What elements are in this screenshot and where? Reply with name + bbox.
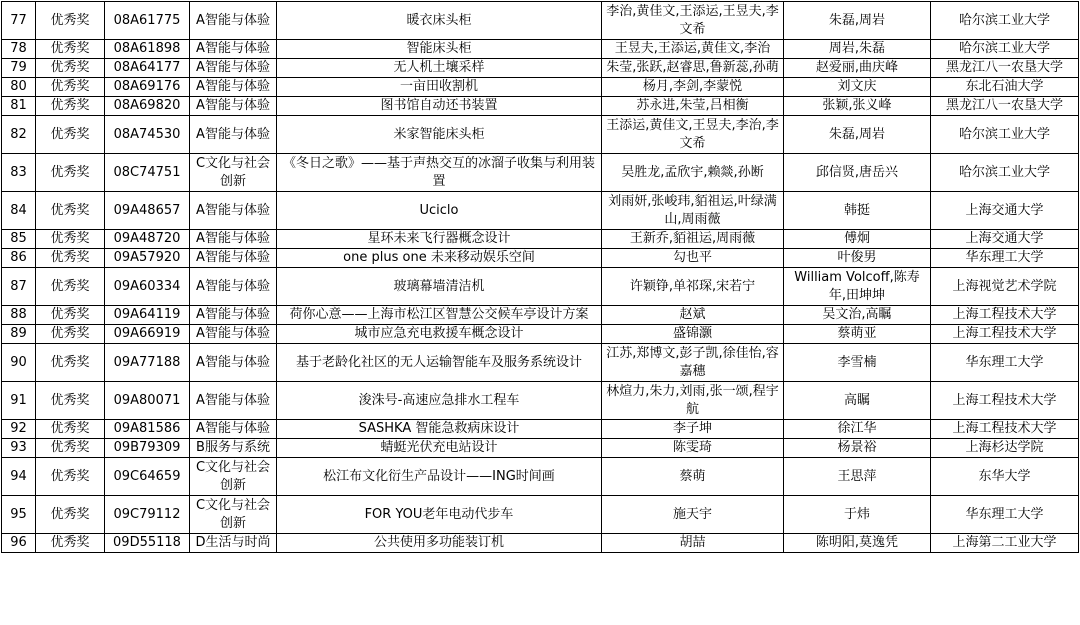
category-cell: C文化与社会创新 <box>190 496 277 534</box>
authors-cell: 王添运,黄佳文,王昱夫,李治,李文希 <box>602 116 784 154</box>
advisors-cell: 王思萍 <box>784 458 931 496</box>
school-cell: 华东理工大学 <box>931 344 1079 382</box>
row-number: 96 <box>2 534 36 553</box>
advisors-cell: 赵爱丽,曲庆峰 <box>784 59 931 78</box>
category-cell: A智能与体验 <box>190 344 277 382</box>
row-number: 77 <box>2 2 36 40</box>
table-row <box>2 439 1079 458</box>
entry-code: 08A61898 <box>105 40 190 59</box>
table-row <box>2 97 1079 116</box>
award-cell: 优秀奖 <box>36 249 105 268</box>
school-cell: 哈尔滨工业大学 <box>931 116 1079 154</box>
row-number: 83 <box>2 154 36 192</box>
authors-cell: 刘雨妍,张峻玮,貊祖运,叶绿满山,周雨薇 <box>602 192 784 230</box>
award-cell: 优秀奖 <box>36 420 105 439</box>
category-cell: A智能与体验 <box>190 192 277 230</box>
entry-code: 08A74530 <box>105 116 190 154</box>
work-title: 荷你心意——上海市松江区智慧公交候车亭设计方案 <box>277 306 602 325</box>
table-row <box>2 420 1079 439</box>
work-title: one plus one 未来移动娱乐空间 <box>277 249 602 268</box>
award-cell: 优秀奖 <box>36 78 105 97</box>
row-number: 92 <box>2 420 36 439</box>
category-cell: A智能与体验 <box>190 420 277 439</box>
row-number: 94 <box>2 458 36 496</box>
authors-cell: 蔡萌 <box>602 458 784 496</box>
advisors-cell: 高瞩 <box>784 382 931 420</box>
award-cell: 优秀奖 <box>36 439 105 458</box>
school-cell: 东北石油大学 <box>931 78 1079 97</box>
work-title: 玻璃幕墙清洁机 <box>277 268 602 306</box>
advisors-cell: 周岩,朱磊 <box>784 40 931 59</box>
award-cell: 优秀奖 <box>36 306 105 325</box>
work-title: 松江布文化衍生产品设计——ING时间画 <box>277 458 602 496</box>
table-row <box>2 59 1079 78</box>
entry-code: 09A48720 <box>105 230 190 249</box>
entry-code: 09D55118 <box>105 534 190 553</box>
category-cell: A智能与体验 <box>190 40 277 59</box>
table-row <box>2 344 1079 382</box>
authors-cell: 赵斌 <box>602 306 784 325</box>
advisors-cell: 朱磊,周岩 <box>784 2 931 40</box>
award-cell: 优秀奖 <box>36 40 105 59</box>
school-cell: 上海工程技术大学 <box>931 420 1079 439</box>
award-cell: 优秀奖 <box>36 458 105 496</box>
entry-code: 08A69176 <box>105 78 190 97</box>
table-row <box>2 2 1079 40</box>
school-cell: 上海工程技术大学 <box>931 306 1079 325</box>
school-cell: 哈尔滨工业大学 <box>931 2 1079 40</box>
row-number: 88 <box>2 306 36 325</box>
work-title: 暖衣床头柜 <box>277 2 602 40</box>
advisors-cell: William Volcoff,陈寿年,田坤坤 <box>784 268 931 306</box>
table-row <box>2 230 1079 249</box>
category-cell: D生活与时尚 <box>190 534 277 553</box>
row-number: 90 <box>2 344 36 382</box>
school-cell: 黑龙江八一农垦大学 <box>931 97 1079 116</box>
authors-cell: 勾也平 <box>602 249 784 268</box>
category-cell: A智能与体验 <box>190 59 277 78</box>
entry-code: 09A64119 <box>105 306 190 325</box>
work-title: 图书馆自动还书装置 <box>277 97 602 116</box>
award-cell: 优秀奖 <box>36 116 105 154</box>
work-title: 蜻蜓光伏充电站设计 <box>277 439 602 458</box>
advisors-cell: 傅炯 <box>784 230 931 249</box>
row-number: 85 <box>2 230 36 249</box>
category-cell: A智能与体验 <box>190 230 277 249</box>
table-row <box>2 382 1079 420</box>
table-row <box>2 249 1079 268</box>
advisors-cell: 陈明阳,莫逸凭 <box>784 534 931 553</box>
school-cell: 哈尔滨工业大学 <box>931 154 1079 192</box>
school-cell: 上海杉达学院 <box>931 439 1079 458</box>
entry-code: 09C64659 <box>105 458 190 496</box>
work-title: 米家智能床头柜 <box>277 116 602 154</box>
entry-code: 08A64177 <box>105 59 190 78</box>
authors-cell: 施天宇 <box>602 496 784 534</box>
category-cell: A智能与体验 <box>190 268 277 306</box>
entry-code: 09A66919 <box>105 325 190 344</box>
work-title: 浚洙号-高速应急排水工程车 <box>277 382 602 420</box>
table-row <box>2 116 1079 154</box>
row-number: 84 <box>2 192 36 230</box>
school-cell: 上海交通大学 <box>931 230 1079 249</box>
authors-cell: 陈雯琦 <box>602 439 784 458</box>
row-number: 93 <box>2 439 36 458</box>
school-cell: 黑龙江八一农垦大学 <box>931 59 1079 78</box>
row-number: 80 <box>2 78 36 97</box>
award-cell: 优秀奖 <box>36 230 105 249</box>
award-cell: 优秀奖 <box>36 59 105 78</box>
row-number: 91 <box>2 382 36 420</box>
entry-code: 08A69820 <box>105 97 190 116</box>
advisors-cell: 刘文庆 <box>784 78 931 97</box>
row-number: 86 <box>2 249 36 268</box>
entry-code: 09B79309 <box>105 439 190 458</box>
school-cell: 东华大学 <box>931 458 1079 496</box>
advisors-cell: 于炜 <box>784 496 931 534</box>
table-row <box>2 325 1079 344</box>
advisors-cell: 张颖,张义峰 <box>784 97 931 116</box>
school-cell: 哈尔滨工业大学 <box>931 40 1079 59</box>
advisors-cell: 朱磊,周岩 <box>784 116 931 154</box>
authors-cell: 许颖铮,单祁琛,宋若宁 <box>602 268 784 306</box>
advisors-cell: 邱信贤,唐岳兴 <box>784 154 931 192</box>
category-cell: A智能与体验 <box>190 116 277 154</box>
row-number: 79 <box>2 59 36 78</box>
award-cell: 优秀奖 <box>36 192 105 230</box>
row-number: 78 <box>2 40 36 59</box>
school-cell: 上海第二工业大学 <box>931 534 1079 553</box>
row-number: 82 <box>2 116 36 154</box>
award-table <box>1 1 1079 553</box>
authors-cell: 吴胜龙,孟欣宇,赖燚,孙断 <box>602 154 784 192</box>
award-cell: 优秀奖 <box>36 2 105 40</box>
school-cell: 上海工程技术大学 <box>931 325 1079 344</box>
entry-code: 09A57920 <box>105 249 190 268</box>
authors-cell: 王昱夫,王添运,黄佳文,李治 <box>602 40 784 59</box>
row-number: 95 <box>2 496 36 534</box>
school-cell: 上海视觉艺术学院 <box>931 268 1079 306</box>
table-row <box>2 458 1079 496</box>
work-title: 基于老龄化社区的无人运输智能车及服务系统设计 <box>277 344 602 382</box>
award-cell: 优秀奖 <box>36 268 105 306</box>
category-cell: A智能与体验 <box>190 2 277 40</box>
category-cell: A智能与体验 <box>190 325 277 344</box>
authors-cell: 朱莹,张跃,赵睿思,鲁新蕊,孙萌 <box>602 59 784 78</box>
entry-code: 09A81586 <box>105 420 190 439</box>
advisors-cell: 叶俊男 <box>784 249 931 268</box>
school-cell: 上海交通大学 <box>931 192 1079 230</box>
work-title: 星环未来飞行器概念设计 <box>277 230 602 249</box>
award-cell: 优秀奖 <box>36 534 105 553</box>
award-cell: 优秀奖 <box>36 97 105 116</box>
work-title: SASHKA 智能急救病床设计 <box>277 420 602 439</box>
entry-code: 09A77188 <box>105 344 190 382</box>
school-cell: 华东理工大学 <box>931 249 1079 268</box>
authors-cell: 苏永进,朱莹,吕相衡 <box>602 97 784 116</box>
work-title: 城市应急充电救援车概念设计 <box>277 325 602 344</box>
award-cell: 优秀奖 <box>36 496 105 534</box>
table-row <box>2 306 1079 325</box>
category-cell: A智能与体验 <box>190 97 277 116</box>
table-row <box>2 192 1079 230</box>
work-title: FOR YOU老年电动代步车 <box>277 496 602 534</box>
authors-cell: 杨月,李剑,李蒙悦 <box>602 78 784 97</box>
entry-code: 09A48657 <box>105 192 190 230</box>
work-title: 无人机土壤采样 <box>277 59 602 78</box>
table-row <box>2 40 1079 59</box>
category-cell: A智能与体验 <box>190 249 277 268</box>
table-row <box>2 154 1079 192</box>
authors-cell: 胡喆 <box>602 534 784 553</box>
table-row <box>2 268 1079 306</box>
advisors-cell: 韩挺 <box>784 192 931 230</box>
authors-cell: 盛锦灏 <box>602 325 784 344</box>
work-title: 智能床头柜 <box>277 40 602 59</box>
school-cell: 上海工程技术大学 <box>931 382 1079 420</box>
table-row <box>2 78 1079 97</box>
row-number: 89 <box>2 325 36 344</box>
authors-cell: 李子坤 <box>602 420 784 439</box>
award-cell: 优秀奖 <box>36 154 105 192</box>
entry-code: 08C74751 <box>105 154 190 192</box>
school-cell: 华东理工大学 <box>931 496 1079 534</box>
row-number: 81 <box>2 97 36 116</box>
authors-cell: 林煊力,朱力,刘雨,张一颂,程宇航 <box>602 382 784 420</box>
category-cell: C文化与社会创新 <box>190 458 277 496</box>
row-number: 87 <box>2 268 36 306</box>
authors-cell: 李治,黄佳文,王添运,王昱夫,李文希 <box>602 2 784 40</box>
category-cell: C文化与社会创新 <box>190 154 277 192</box>
work-title: 公共使用多功能装订机 <box>277 534 602 553</box>
category-cell: A智能与体验 <box>190 382 277 420</box>
category-cell: B服务与系统 <box>190 439 277 458</box>
award-cell: 优秀奖 <box>36 382 105 420</box>
category-cell: A智能与体验 <box>190 306 277 325</box>
entry-code: 09C79112 <box>105 496 190 534</box>
advisors-cell: 杨景裕 <box>784 439 931 458</box>
table-row <box>2 534 1079 553</box>
award-cell: 优秀奖 <box>36 325 105 344</box>
category-cell: A智能与体验 <box>190 78 277 97</box>
work-title: 一亩田收割机 <box>277 78 602 97</box>
entry-code: 09A60334 <box>105 268 190 306</box>
advisors-cell: 李雪楠 <box>784 344 931 382</box>
authors-cell: 江苏,郑博文,彭子凯,徐佳怡,容嘉穗 <box>602 344 784 382</box>
work-title: Uciclo <box>277 192 602 230</box>
advisors-cell: 蔡萌亚 <box>784 325 931 344</box>
advisors-cell: 吴文治,高瞩 <box>784 306 931 325</box>
authors-cell: 王新乔,貊祖运,周雨薇 <box>602 230 784 249</box>
work-title: 《冬日之歌》——基于声热交互的冰溜子收集与利用装置 <box>277 154 602 192</box>
entry-code: 09A80071 <box>105 382 190 420</box>
entry-code: 08A61775 <box>105 2 190 40</box>
advisors-cell: 徐江华 <box>784 420 931 439</box>
table-row <box>2 496 1079 534</box>
award-cell: 优秀奖 <box>36 344 105 382</box>
